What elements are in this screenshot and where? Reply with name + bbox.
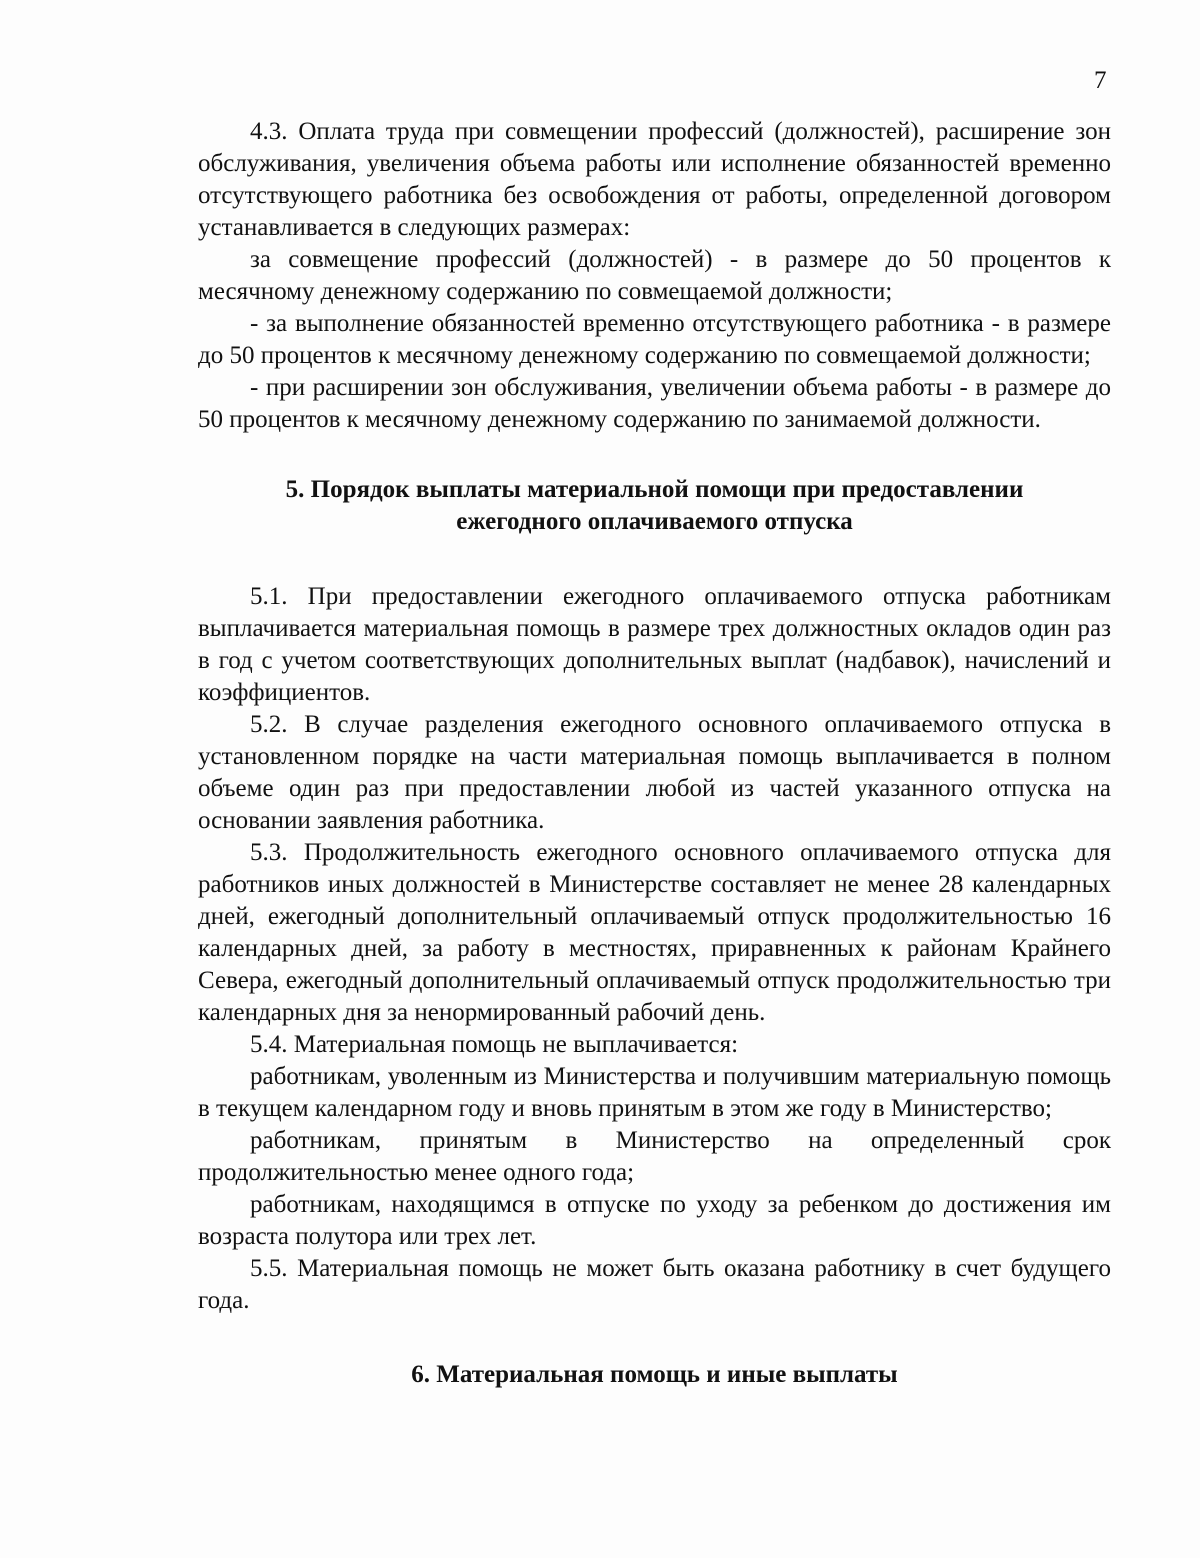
paragraph-5-4-fixed-term: работникам, принятым в Министерство на определенный срок продолжительностью менее одного года; (198, 1127, 1111, 1186)
paragraph-5-4: 5.4. Материальная помощь не выплачивается: (250, 1031, 739, 1058)
paragraph-5-5: 5.5. Материальная помощь не может быть оказана работнику в счет будущего года. (198, 1255, 1111, 1314)
section-5-heading-line-1: 5. Порядок выплаты материальной помощи при предоставлении (285, 476, 1024, 503)
paragraph-5-4-parental-leave: работникам, находящимся в отпуске по уходу за ребенком до достижения им возраста полутора или трех лет. (198, 1191, 1111, 1250)
paragraph-5-4-dismissed: работникам, уволенным из Министерства и получившим материальную помощь в текущем календарном году и вновь принятым в этом же году в Министерство; (198, 1063, 1111, 1122)
section-5-heading-line-2: ежегодного оплачиваемого отпуска (456, 508, 853, 535)
paragraph-5-3: 5.3. Продолжительность ежегодного основного оплачиваемого отпуска для работников иных должностей в Министерстве составляет не менее 28 календарных дней, ежегодный дополнительный оплачиваемый отпуск продолжительностью 16 календарных дней, за работу в местностях, приравненных к районам Крайнего Севера, ежегодный дополнительный оплачиваемый отпуск продолжительностью три календарных дня за ненормированный рабочий день. (198, 839, 1111, 1026)
paragraph-combination-rate: за совмещение профессий (должностей) - в размере до 50 процентов к месячному денежному содержанию по совмещаемой должности; (198, 246, 1111, 305)
paragraph-5-1: 5.1. При предоставлении ежегодного оплачиваемого отпуска работникам выплачивается материальная помощь в размере трех должностных окладов один раз в год с учетом соответствующих дополнительных выплат (надбавок), начислений и коэффициентов. (198, 583, 1111, 706)
paragraph-extended-zone-rate: - при расширении зон обслуживания, увеличении объема работы - в размере до 50 процентов к месячному денежному содержанию по занимаемой должности. (198, 374, 1111, 433)
document-body (198, 116, 1111, 1391)
paragraph-4-3: 4.3. Оплата труда при совмещении профессий (должностей), расширение зон обслуживания, увеличения объема работы или исполнение обязанностей временно отсутствующего работника без освобождения от работы, определенной договором устанавливается в следующих размерах: (198, 118, 1111, 241)
paragraph-absent-worker-rate: - за выполнение обязанностей временно отсутствующего работника - в размере до 50 процентов к месячному денежному содержанию по совмещаемой должности; (198, 310, 1111, 369)
section-4-body (198, 116, 1111, 436)
section-5-body (198, 581, 1111, 1317)
paragraph-5-2: 5.2. В случае разделения ежегодного основного оплачиваемого отпуска в установленном порядке на части материальная помощь выплачивается в полном объеме один раз при предоставлении любой из частей указанного отпуска на основании заявления работника. (198, 711, 1111, 834)
page-number: 7 (1094, 67, 1107, 94)
section-5-heading (198, 474, 1111, 538)
section-6-heading: 6. Материальная помощь и иные выплаты (411, 1361, 898, 1388)
